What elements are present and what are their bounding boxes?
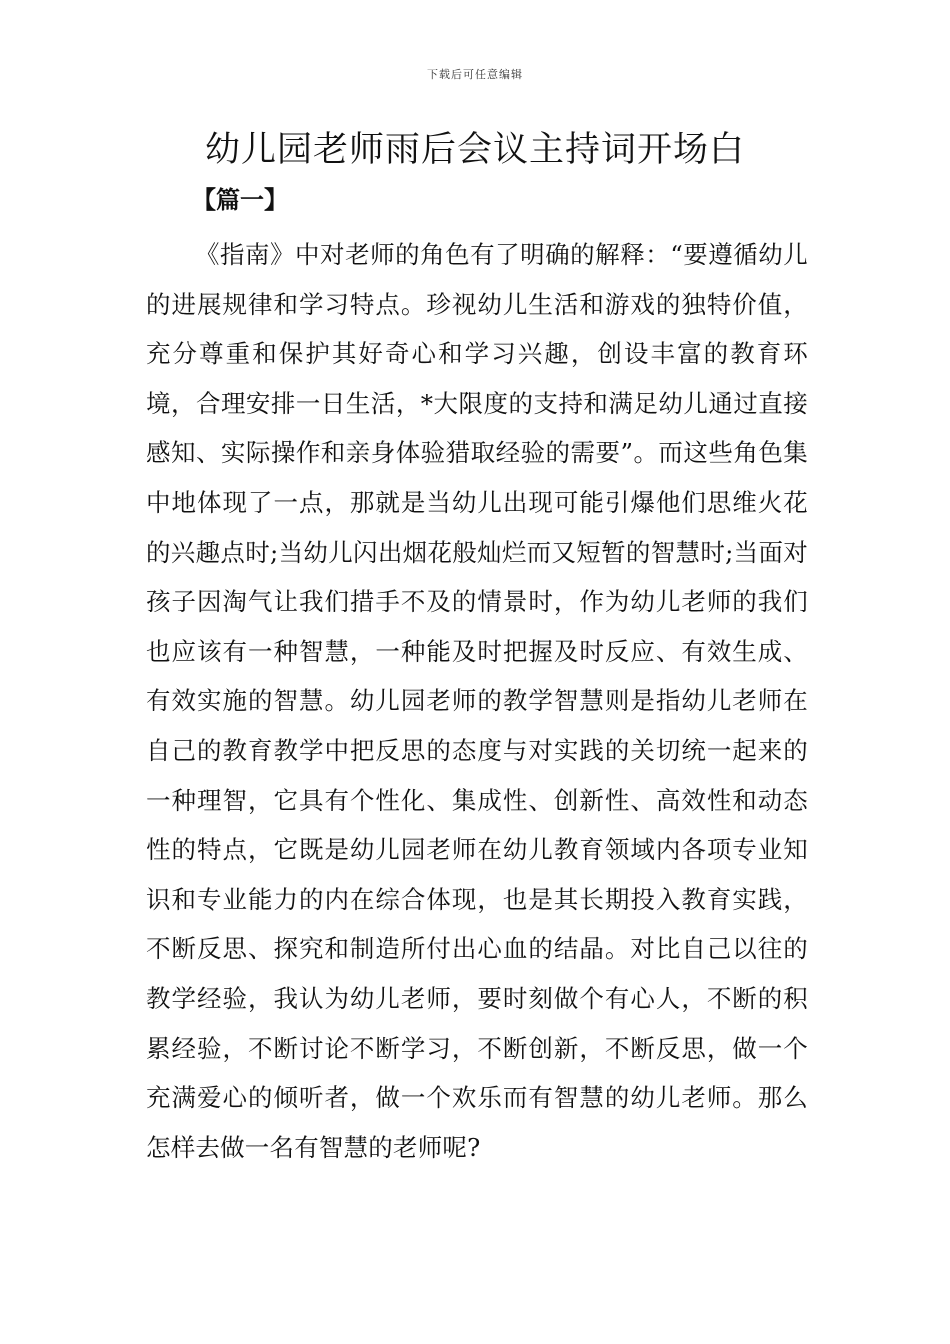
body-paragraph: 《指南》中对老师的角色有了明确的解释：“要遵循幼儿的进展规律和学习特点。珍视幼儿生活和游戏的独特价值，充分尊重和保护其好奇心和学习兴趣，创设丰富的教育环境，合理安排一日生活，*大限度的支持和满足幼儿通过直接感知、实际操作和亲身体验猎取经验的需要”。而这些角色集中地体现了一点，那就是当幼儿出现可能引爆他们思维火花的兴趣点时;当幼儿闪出烟花般灿烂而又短暂的智慧时;当面对孩子因淘气让我们措手不及的情景时，作为幼儿老师的我们也应该有一种智慧，一种能及时把握及时反应、有效生成、有效实施的智慧。幼儿园老师的教学智慧则是指幼儿老师在自己的教育教学中把反思的态度与对实践的关切统一起来的一种理智，它具有个性化、集成性、创新性、高效性和动态性的特点，它既是幼儿园老师在幼儿教育领域内各项专业知识和专业能力的内在综合体现，也是其长期投入教育实践，不断反思、探究和制造所付出心血的结晶。对比自己以往的教学经验，我认为幼儿老师，要时刻做个有心人，不断的积累经验，不断讨论不断学习，不断创新，不断反思，做一个充满爱心的倾听者，做一个欢乐而有智慧的幼儿老师。那么怎样去做一名有智慧的老师呢?	[146, 240, 808, 1162]
document-title: 幼儿园老师雨后会议主持词开场白	[204, 130, 745, 170]
header-note: 下载后可任意编辑	[427, 68, 523, 81]
section-label: 【篇一】	[192, 186, 288, 214]
